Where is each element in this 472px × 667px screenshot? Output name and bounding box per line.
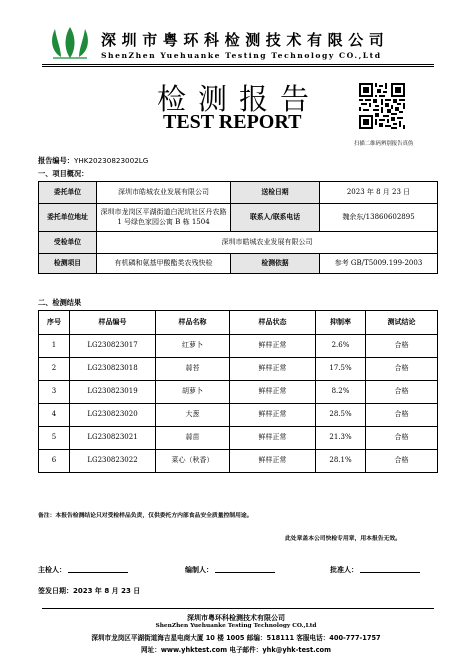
row-result: 合格 <box>366 381 438 404</box>
basis-label: 检测依据 <box>231 254 320 274</box>
item-label: 检测项目 <box>39 254 97 274</box>
row-no: 2 <box>39 358 70 381</box>
overview-table <box>38 181 438 274</box>
row-no: 3 <box>39 381 70 404</box>
row-result: 合格 <box>366 358 438 381</box>
table-row <box>39 358 438 381</box>
send-date-value: 2023 年 8 月 23 日 <box>320 182 438 204</box>
client-value: 深圳市皓城农业发展有限公司 <box>97 182 231 204</box>
chief-inspector-line <box>68 564 128 573</box>
section-results-title: 二、检测结果 <box>38 298 82 307</box>
table-row <box>39 404 438 427</box>
row-code: LG230823022 <box>70 450 156 473</box>
col-result-header: 测试结论 <box>366 311 438 335</box>
row-no: 5 <box>39 427 70 450</box>
footer-address: 深圳市龙岗区平湖街道海吉星电商大厦 10 楼 1005 邮编：518111 客服电话：400-777-1757 <box>91 634 381 642</box>
basis-value: 参考 GB/T5009.199-2003 <box>320 254 438 274</box>
report-number-label: 报告编号： <box>38 156 74 165</box>
col-no-header: 序号 <box>39 311 70 335</box>
col-name-header: 样品名称 <box>156 311 230 335</box>
company-name-en: ShenZhen Yuehuanke Testing Technology CO.,Ltd <box>101 51 382 60</box>
address-label: 委托单位地址 <box>39 204 97 232</box>
qr-caption: 扫描二维码辨别报告真伪 <box>354 141 414 147</box>
issue-date: 签发日期：2023 年 8 月 23 日 <box>38 587 141 595</box>
row-result: 合格 <box>366 404 438 427</box>
row-rate: 8.2% <box>316 381 366 404</box>
footer-company-en: ShenZhen Yuehuanke Testing Technology CO.,Ltd <box>155 623 317 629</box>
row-state: 鲜样正常 <box>230 381 316 404</box>
row-code: LG230823021 <box>70 427 156 450</box>
report-title-cn: 检测报告 <box>157 82 322 116</box>
header-divider-thin <box>42 66 434 67</box>
row-name: 蒜苗 <box>156 427 230 450</box>
inspected-label: 受检单位 <box>39 232 97 254</box>
table-row <box>39 427 438 450</box>
approver-label: 批准人： <box>330 566 358 574</box>
company-name-cn: 深圳市粤环科检测技术有限公司 <box>101 31 390 49</box>
section-overview-title: 一、项目概况： <box>38 169 89 178</box>
row-state: 鲜样正常 <box>230 450 316 473</box>
table-row <box>39 335 438 358</box>
row-no: 6 <box>39 450 70 473</box>
col-state-header: 样品状态 <box>230 311 316 335</box>
client-label: 委托单位 <box>39 182 97 204</box>
footer-contact: 网址：www.yhktest.com 电子邮件：yhk@yhk-test.com <box>141 646 331 654</box>
row-code: LG230823018 <box>70 358 156 381</box>
col-rate-header: 抑制率 <box>316 311 366 335</box>
col-code-header: 样品编号 <box>70 311 156 335</box>
editor-label: 编制人： <box>185 566 213 574</box>
results-header-row <box>39 311 438 335</box>
contact-value: 魏余东/13860602895 <box>320 204 438 232</box>
editor-signature <box>185 564 275 575</box>
row-rate: 2.6% <box>316 335 366 358</box>
row-code: LG230823019 <box>70 381 156 404</box>
approver-signature <box>330 564 420 575</box>
results-table <box>38 310 438 473</box>
row-code: LG230823017 <box>70 335 156 358</box>
row-name: 菜心（秋香） <box>156 450 230 473</box>
row-state: 鲜样正常 <box>230 358 316 381</box>
table-row <box>39 381 438 404</box>
chief-inspector-label: 主检人： <box>38 566 66 574</box>
contact-label: 联系人/联系电话 <box>231 204 320 232</box>
row-name: 红萝卜 <box>156 335 230 358</box>
company-logo-icon <box>47 27 93 59</box>
row-rate: 28.1% <box>316 450 366 473</box>
row-no: 1 <box>39 335 70 358</box>
seal-note: 此处章盖本公司快检专用章，用本报告无效。 <box>285 536 401 542</box>
header-divider <box>42 64 434 65</box>
row-result: 合格 <box>366 450 438 473</box>
chief-inspector-signature <box>38 564 128 575</box>
row-result: 合格 <box>366 335 438 358</box>
footer-company-cn: 深圳市粤环科检测技术有限公司 <box>187 614 285 622</box>
row-name: 胡萝卜 <box>156 381 230 404</box>
address-value: 深圳市龙岗区平湖街道白泥坑社区丹农路 1 号绿色家园公寓 B 栋 1504 <box>97 204 231 232</box>
row-name: 大葱 <box>156 404 230 427</box>
row-rate: 28.5% <box>316 404 366 427</box>
editor-line <box>215 564 275 573</box>
approver-line <box>360 564 420 573</box>
report-number <box>38 156 148 166</box>
table-row <box>39 450 438 473</box>
row-name: 蒜苔 <box>156 358 230 381</box>
send-date-label: 送检日期 <box>231 182 320 204</box>
item-value: 有机磷和氨基甲酸酯类农残快检 <box>97 254 231 274</box>
report-number-value: YHK20230823002LG <box>73 156 149 165</box>
footer-divider <box>42 608 434 609</box>
row-result: 合格 <box>366 427 438 450</box>
row-state: 鲜样正常 <box>230 335 316 358</box>
row-rate: 17.5% <box>316 358 366 381</box>
qr-code-icon <box>359 83 405 129</box>
row-state: 鲜样正常 <box>230 404 316 427</box>
row-rate: 21.3% <box>316 427 366 450</box>
report-title-en: TEST REPORT <box>163 111 302 133</box>
row-code: LG230823020 <box>70 404 156 427</box>
row-no: 4 <box>39 404 70 427</box>
inspected-value: 深圳市皓城农业发展有限公司 <box>97 232 438 254</box>
remark-note: 备注：本报告检测结论只对受检样品负责，仅供委托方内部食品安全质量控制用途。 <box>38 513 253 519</box>
row-state: 鲜样正常 <box>230 427 316 450</box>
